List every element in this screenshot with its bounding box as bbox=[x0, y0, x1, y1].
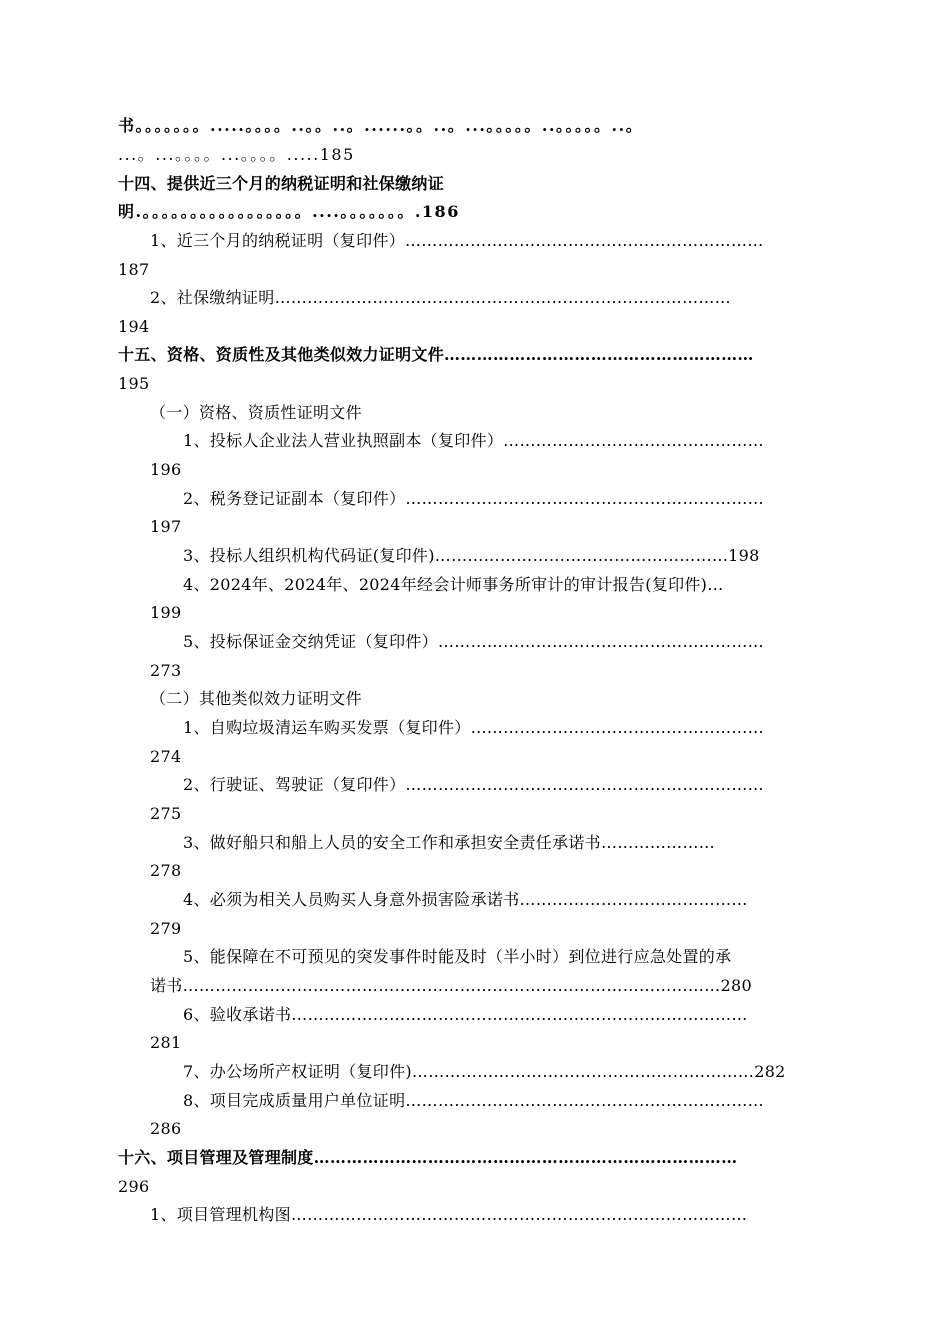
toc-heading: 十四、提供近三个月的纳税证明和社保缴纳证 bbox=[118, 174, 445, 193]
toc-entry: 3、做好船只和船上人员的安全工作和承担安全责任承诺书………………… bbox=[183, 833, 716, 852]
toc-entry: 1、近三个月的纳税证明（复印件）………………………………………………………… bbox=[150, 231, 764, 250]
toc-entry: 2、社保缴纳证明………………………………………………………………………… bbox=[150, 288, 731, 307]
toc-line: 书。。。。。。。.....。。。。..。。..。......。。..。...。。。。。..。。。。。..。 bbox=[118, 116, 644, 135]
toc-entry: 8、项目完成质量用户单位证明………………………………………………………… bbox=[183, 1091, 764, 1110]
page-number: 194 bbox=[118, 317, 150, 336]
toc-entry: 4、必须为相关人员购买人身意外损害险承诺书…………………………………… bbox=[183, 890, 748, 909]
toc-heading: 十六、项目管理及管理制度…………………………………………………………………… bbox=[118, 1148, 738, 1167]
page-number: 196 bbox=[150, 460, 182, 479]
toc-entry: 1、自购垃圾清运车购买发票（复印件）……………………………………………… bbox=[183, 718, 764, 737]
toc-heading: 十五、资格、资质性及其他类似效力证明文件………………………………………………… bbox=[118, 345, 754, 364]
toc-entry-continued: 诺书………………………………………………………………………………………280 bbox=[150, 976, 752, 995]
page-number: 199 bbox=[150, 603, 182, 622]
toc-entry: 1、项目管理机构图………………………………………………………………………… bbox=[150, 1205, 748, 1224]
page-number: 279 bbox=[150, 919, 182, 938]
page-number: 274 bbox=[150, 747, 182, 766]
toc-entry: 4、2024年、2024年、2024年经会计师事务所审计的审计报告(复印件)… bbox=[183, 575, 724, 594]
toc-entry: 5、能保障在不可预见的突发事件时能及时（半小时）到位进行应急处置的承 bbox=[183, 947, 732, 966]
toc-entry: 1、投标人企业法人营业执照副本（复印件）………………………………………… bbox=[183, 431, 764, 450]
page-number: 278 bbox=[150, 861, 182, 880]
page-number: 197 bbox=[150, 517, 182, 536]
page-number: 187 bbox=[118, 260, 150, 279]
toc-entry: 2、税务登记证副本（复印件）………………………………………………………… bbox=[183, 489, 764, 508]
toc-subheading: （一）资格、资质性证明文件 bbox=[150, 403, 362, 422]
page-number: 296 bbox=[118, 1177, 150, 1196]
toc-line: 明.。。。。。。。。。。。。。。。。。....。。。。。。。.186 bbox=[118, 202, 460, 221]
toc-entry: 5、投标保证金交纳凭证（复印件）…………………………………………………… bbox=[183, 632, 764, 651]
page-number: 281 bbox=[150, 1033, 182, 1052]
toc-entry: 2、行驶证、驾驶证（复印件）………………………………………………………… bbox=[183, 775, 764, 794]
toc-entry: 6、验收承诺书………………………………………………………………………… bbox=[183, 1005, 748, 1024]
toc-entry: 3、投标人组织机构代码证(复印件)………………………………………………198 bbox=[183, 546, 760, 565]
page-number: 286 bbox=[150, 1119, 182, 1138]
page-number: 273 bbox=[150, 661, 182, 680]
toc-entry: 7、办公场所产权证明（复印件)………………………………………………………282 bbox=[183, 1062, 786, 1081]
page-number: 195 bbox=[118, 374, 150, 393]
page-number: 275 bbox=[150, 804, 182, 823]
toc-line: ...。...。。。。...。。。。.....185 bbox=[118, 145, 355, 164]
toc-subheading: （二）其他类似效力证明文件 bbox=[150, 689, 362, 708]
